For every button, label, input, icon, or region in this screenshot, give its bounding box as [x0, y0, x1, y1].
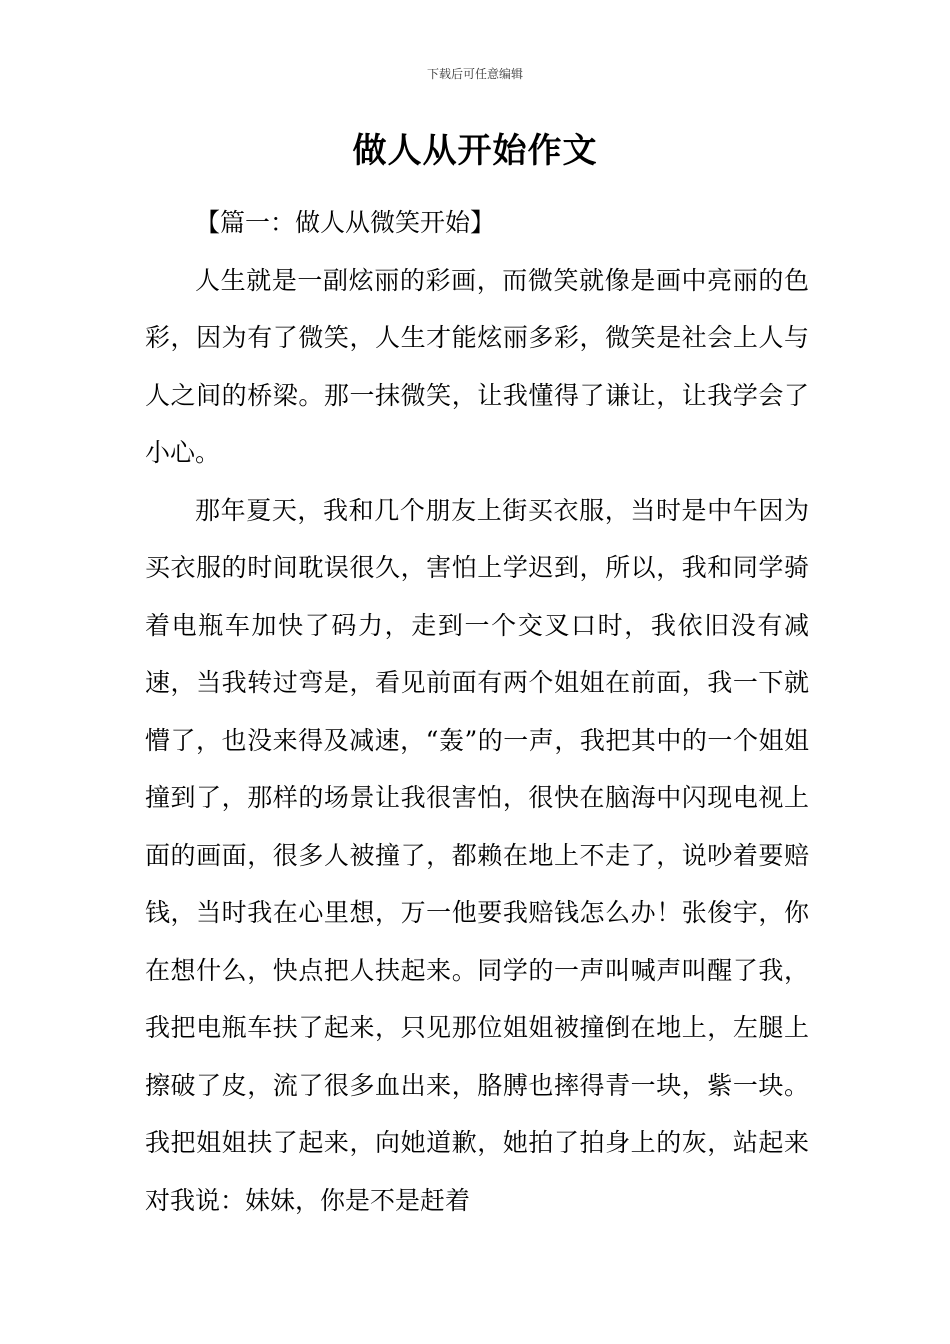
section-heading: 【篇一：做人从微笑开始】	[195, 208, 496, 237]
header-note: 下载后可任意编辑	[426, 67, 523, 81]
document-title: 做人从开始作文	[352, 131, 598, 171]
document-body	[145, 194, 809, 1229]
paragraph-1: 人生就是一副炫丽的彩画，而微笑就像是画中亮丽的色彩，因为有了微笑，人生才能炫丽多彩，微笑是社会上人与人之间的桥梁。那一抹微笑，让我懂得了谦让，让我学会了小心。	[145, 265, 809, 467]
paragraph-2: 那年夏天，我和几个朋友上街买衣服，当时是中午因为买衣服的时间耽误很久，害怕上学迟到，所以，我和同学骑着电瓶车加快了码力，走到一个交叉口时，我依旧没有减速，当我转过弯是，看见前面有两个姐姐在前面，我一下就懵了，也没来得及减速，“轰”的一声，我把其中的一个姐姐撞到了，那样的场景让我很害怕，很快在脑海中闪现电视上面的画面，很多人被撞了，都赖在地上不走了，说吵着要赔钱，当时我在心里想，万一他要我赔钱怎么办！张俊宇，你在想什么，快点把人扶起来。同学的一声叫喊声叫醒了我，我把电瓶车扶了起来，只见那位姐姐被撞倒在地上，左腿上擦破了皮，流了很多血出来，胳膊也摔得青一块，紫一块。我把姐姐扶了起来，向她道歉，她拍了拍身上的灰，站起来对我说：妹妹，你是不是赶着	[145, 495, 809, 1215]
